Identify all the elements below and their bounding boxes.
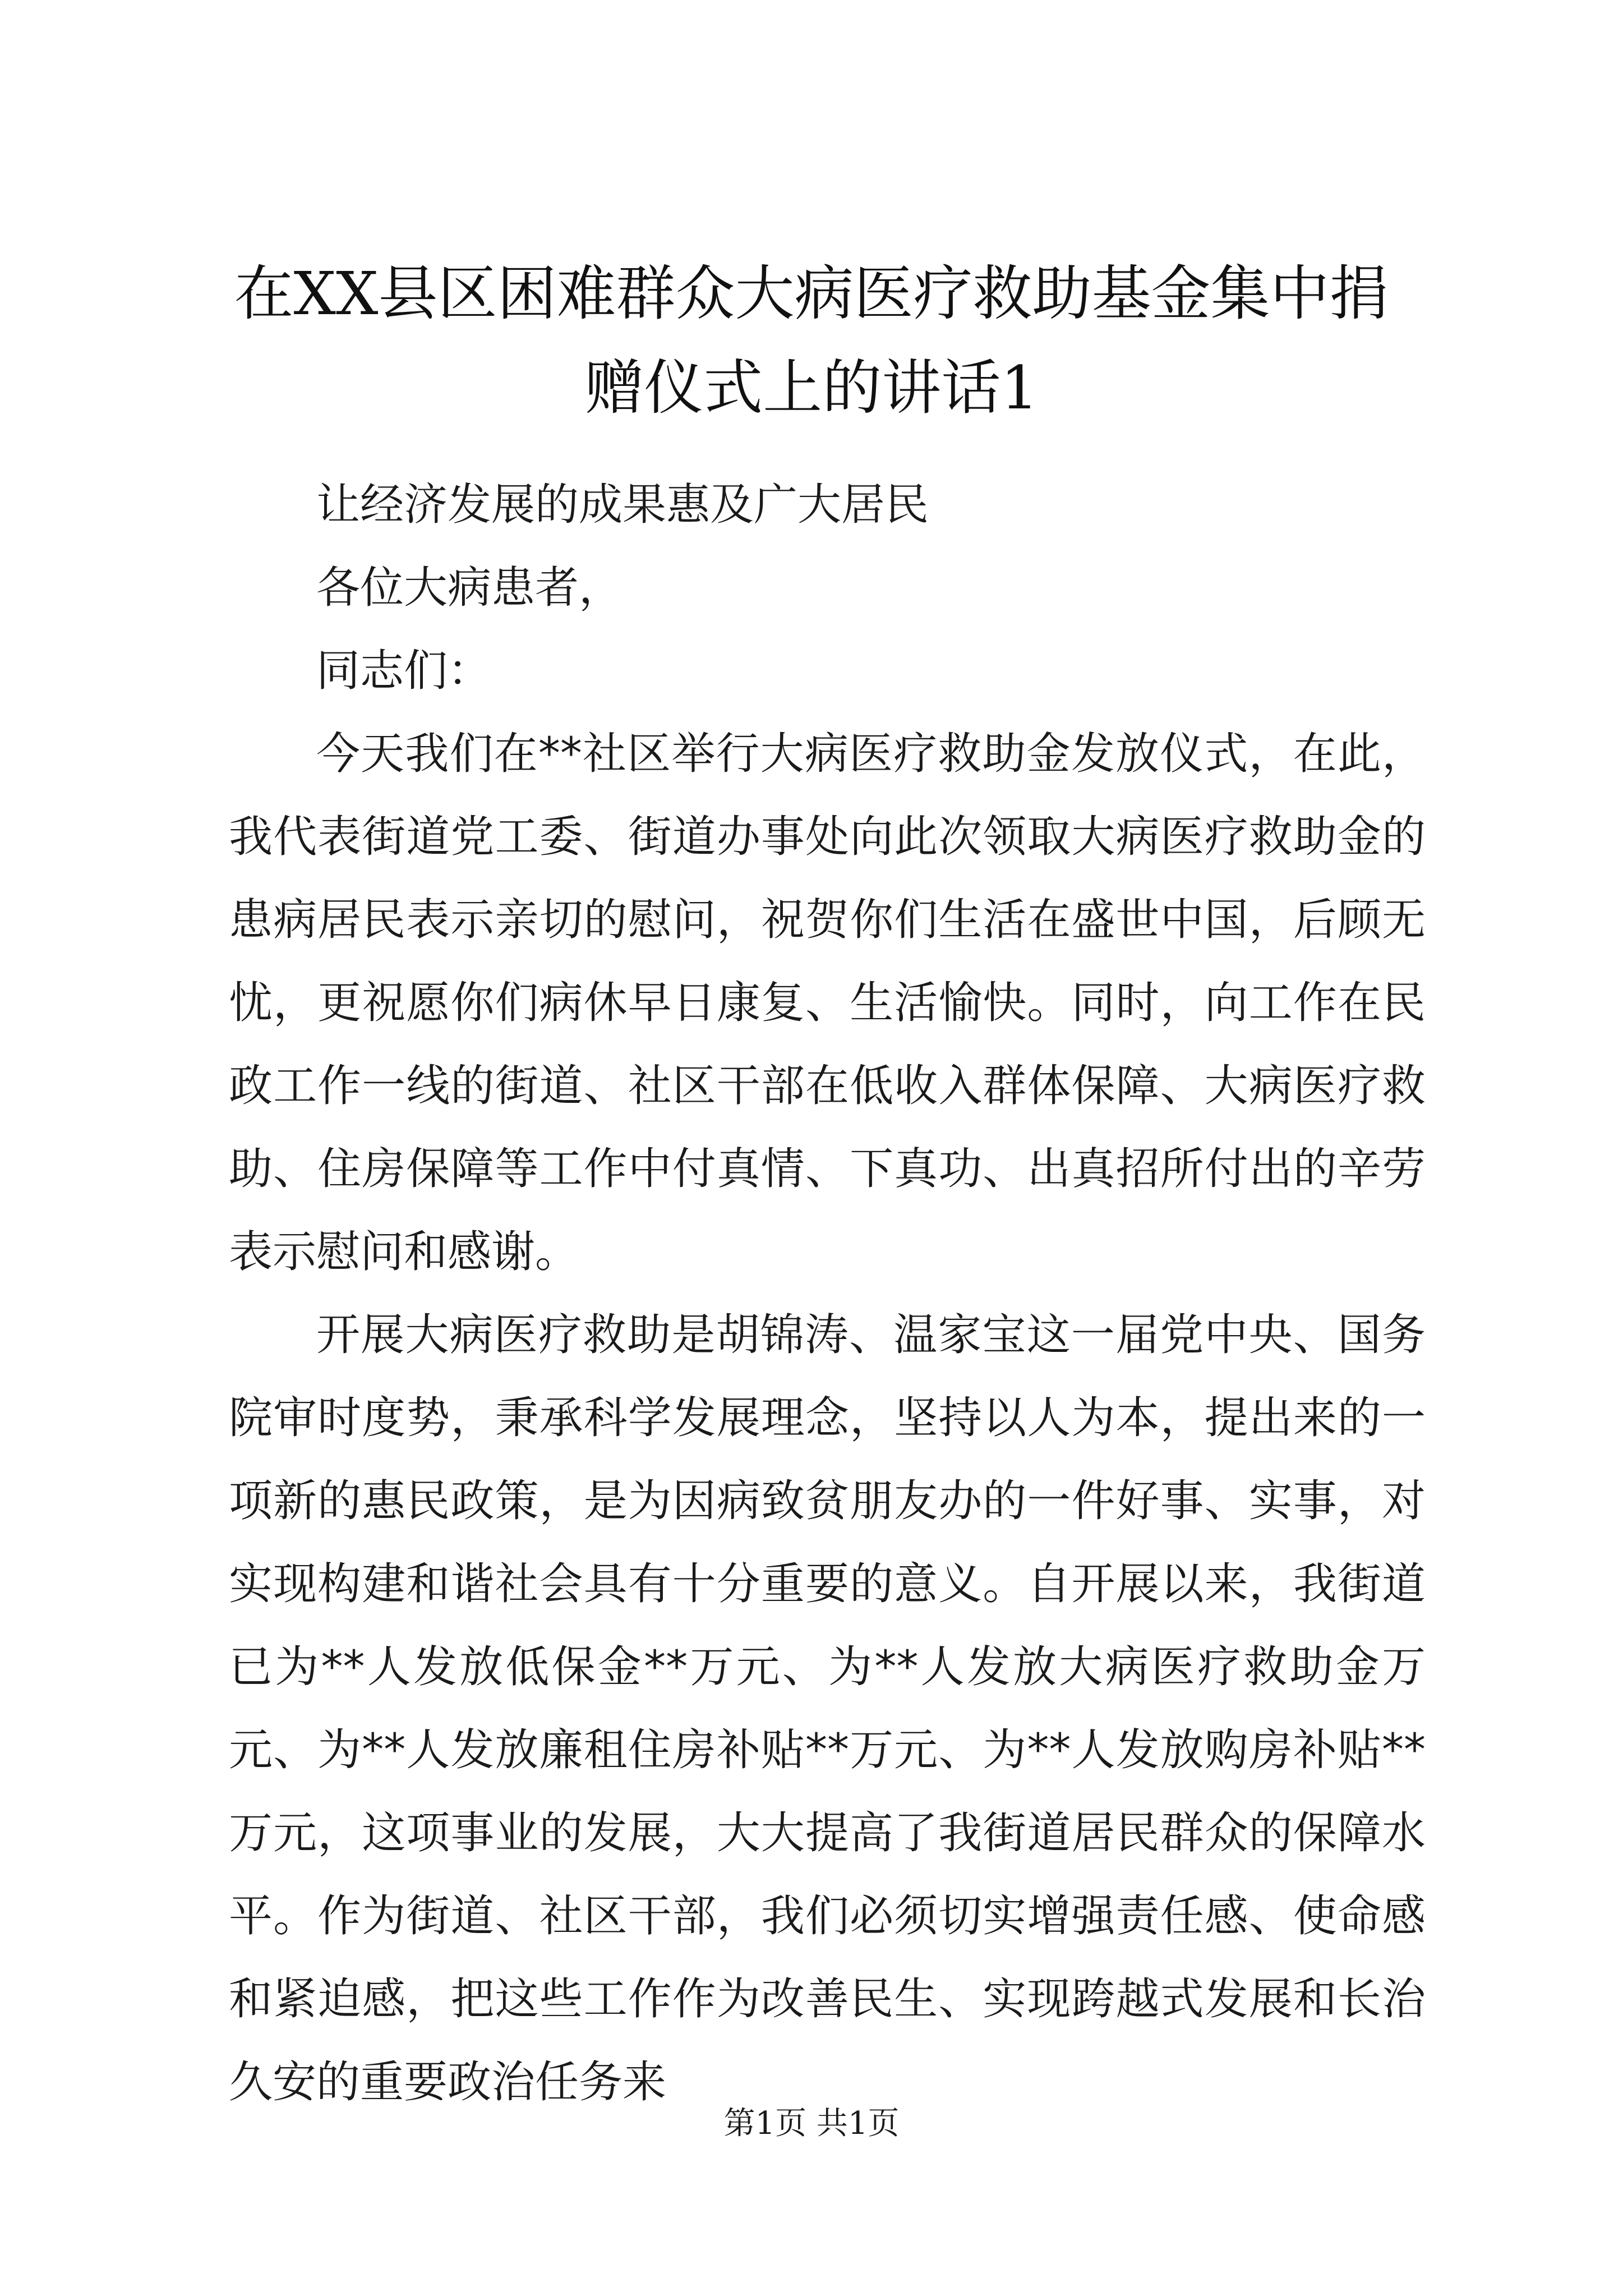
salutation-paragraph: 各位大病患者， bbox=[316, 563, 623, 613]
subtitle-paragraph: 让经济发展的成果惠及广大居民 bbox=[316, 480, 929, 530]
salutation-paragraph: 同志们： bbox=[316, 646, 492, 696]
body-paragraph: 今天我们在**社区举行大病医疗救助金发放仪式，在此，我代表街道党工委、街道办事处向此次领取大病医疗救助金的患病居民表示亲切的慰问，祝贺你们生活在盛世中国，后顾无忧，更祝愿你们病休早日康复、生活愉快。同时，向工作在民政工作一线的街道、社区干部在低收入群体保障、大病医疗救助、住房保障等工作中付真情、下真功、出真招所付出的辛劳表示慰问和感谢。 bbox=[229, 729, 1426, 1277]
document-body bbox=[229, 463, 1426, 2124]
page-footer: 第1页 共1页 bbox=[723, 2105, 900, 2142]
document-title: 在XX县区困难群众大病医疗救助基金集中捐赠仪式上的讲话1 bbox=[234, 259, 1389, 422]
body-paragraph: 开展大病医疗救助是胡锦涛、温家宝这一届党中央、国务院审时度势，秉承科学发展理念，坚持以人为本，提出来的一项新的惠民政策，是为因病致贫朋友办的一件好事、实事，对实现构建和谐社会具有十分重要的意义。自开展以来，我街道已为**人发放低保金**万元、为**人发放大病医疗救助金万元、为**人发放廉租住房补贴**万元、为**人发放购房补贴**万元，这项事业的发展，大大提高了我街道居民群众的保障水平。作为街道、社区干部，我们必须切实增强责任感、使命感和紧迫感，把这些工作作为改善民生、实现跨越式发展和长治久安的重要政治任务来 bbox=[229, 1310, 1426, 2108]
